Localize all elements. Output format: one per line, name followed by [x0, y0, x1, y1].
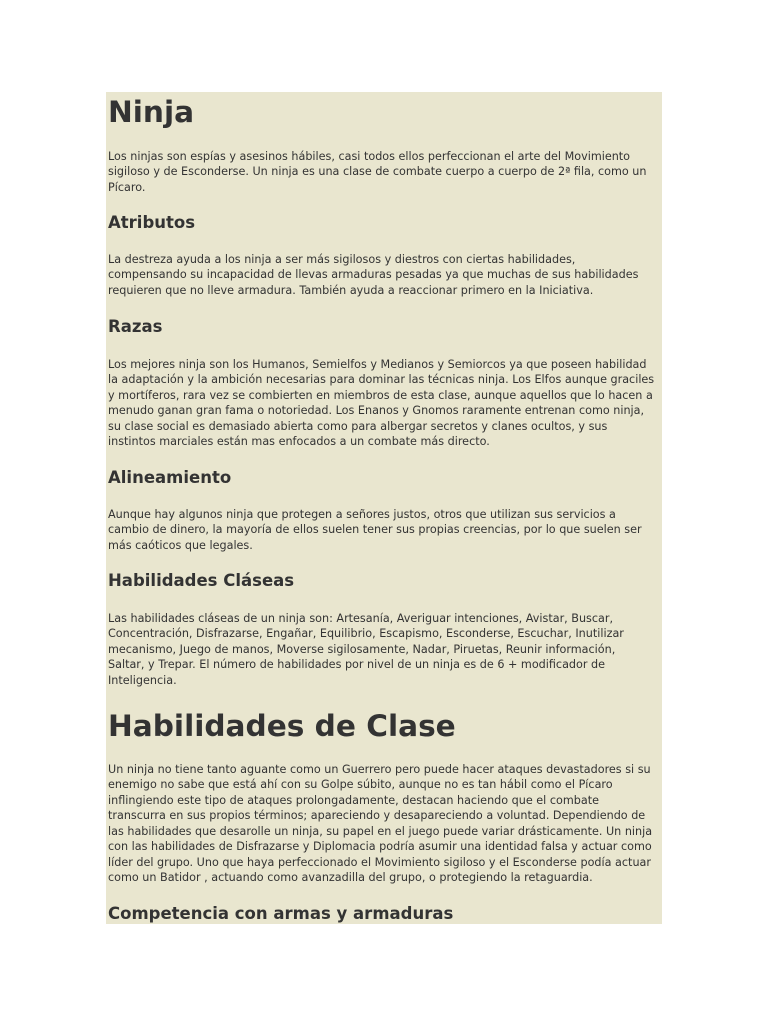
paragraph-line: Inteligencia. [108, 673, 177, 687]
paragraph-line: la adaptación y la ambición necesarias para dominar las técnicas ninja. Los Elfos aunque graciles [108, 373, 655, 386]
paragraph-line: las habilidades que desarolle un ninja, su papel en el juego puede variar drásticamente. Un ninja [108, 824, 653, 838]
paragraph-line: enemigo no sabe que está ahí con su Golpe súbito, aunque no es tan hábil como el Pícaro [108, 778, 613, 791]
alineamiento-paragraph [108, 507, 642, 554]
section-heading-atributos: Atributos [108, 213, 196, 233]
paragraph-line: transcurra en sus propios términos; apareciendo y desapareciendo a voluntad. Dependiendo de [108, 809, 646, 822]
paragraph-line: Concentración, Disfrazarse, Engañar, Equilibrio, Escapismo, Esconderse, Escuchar, Inutilizar [108, 627, 624, 640]
paragraph-line: Los mejores ninja son los Humanos, Semielfos y Medianos y Semiorcos ya que poseen habilidad [108, 357, 647, 371]
paragraph-line: mecanismo, Juego de manos, Moverse sigilosamente, Nadar, Piruetas, Reunir información, [108, 642, 616, 656]
section-heading-razas: Razas [108, 317, 163, 337]
paragraph-line: instintos marciales están mas enfocados a un combate más directo. [108, 435, 490, 448]
paragraph-line: requieren que no lleve armadura. También ayuda a reaccionar primero en la Iniciativa. [108, 283, 594, 297]
paragraph-line: líder del grupo. Uno que haya perfeccionado el Movimiento sigiloso y el Esconderse podía actuar [108, 855, 651, 869]
paragraph-line: menudo ganan gran fama o notoriedad. Los Enanos y Gnomos raramente entrenan como ninja, [108, 404, 645, 417]
paragraph-line: Las habilidades cláseas de un ninja son: Artesanía, Averiguar intenciones, Avistar, Buscar, [108, 611, 614, 625]
paragraph-line: cambio de dinero, la mayoría de ellos suelen tener sus propias creencias, por lo que suelen ser [108, 523, 642, 536]
paragraph-line: Un ninja no tiene tanto aguante como un Guerrero pero puede hacer ataques devastadores si su [108, 762, 651, 776]
paragraph-line: sigiloso y de Esconderse. Un ninja es una clase de combate cuerpo a cuerpo de 2ª fila, como un [108, 165, 647, 178]
paragraph-line: inflingiendo este tipo de ataques prolongadamente, destacan haciendo que el combate [108, 793, 599, 807]
paragraph-line: Aunque hay algunos ninja que protegen a señores justos, otros que utilizan sus servicios a [108, 507, 616, 521]
section-heading-alineamiento: Alineamiento [108, 468, 232, 488]
paragraph-line: Pícaro. [108, 180, 146, 194]
razas-paragraph [108, 357, 654, 450]
paragraph-line: su clase social es demasiado abierta como para albergar secretos y clanes ocultos, y sus [108, 419, 608, 433]
paragraph-line: compensando su incapacidad de llevas armaduras pesadas ya que muchas de sus habilidades [108, 268, 639, 281]
paragraph-line: y mortíferos, rara vez se combierten en miembros de esta clase, aunque aquellos que lo hacen a [108, 388, 653, 402]
paragraph-line: La destreza ayuda a los ninja a ser más sigilosos y diestros con ciertas habilidades, [108, 252, 576, 266]
article-panel [106, 92, 662, 924]
intro-paragraph [108, 149, 647, 196]
habilidades-claseas-paragraph [108, 611, 624, 689]
class-abilities-paragraph [108, 762, 652, 886]
class-abilities-title: Habilidades de Clase [108, 708, 456, 743]
atributos-paragraph [108, 252, 638, 299]
paragraph-line: Los ninjas son espías y asesinos hábiles, casi todos ellos perfeccionan el arte del Movimiento [108, 149, 631, 163]
article-title: Ninja [108, 95, 195, 129]
section-heading-habilidades-claseas: Habilidades Cláseas [108, 571, 295, 591]
paragraph-line: más caóticos que legales. [108, 538, 253, 552]
paragraph-line: con las habilidades de Disfrazarse y Diplomacia podría asumir una identidad falsa y actuar como [108, 840, 652, 853]
paragraph-line: como un Batidor , actuando como avanzadilla del grupo, o protegiendo la retaguardia. [108, 871, 593, 884]
paragraph-line: Saltar, y Trepar. El número de habilidades por nivel de un ninja es de 6 + modificador de [108, 658, 606, 671]
weapon-proficiency-heading: Competencia con armas y armaduras [108, 904, 454, 924]
